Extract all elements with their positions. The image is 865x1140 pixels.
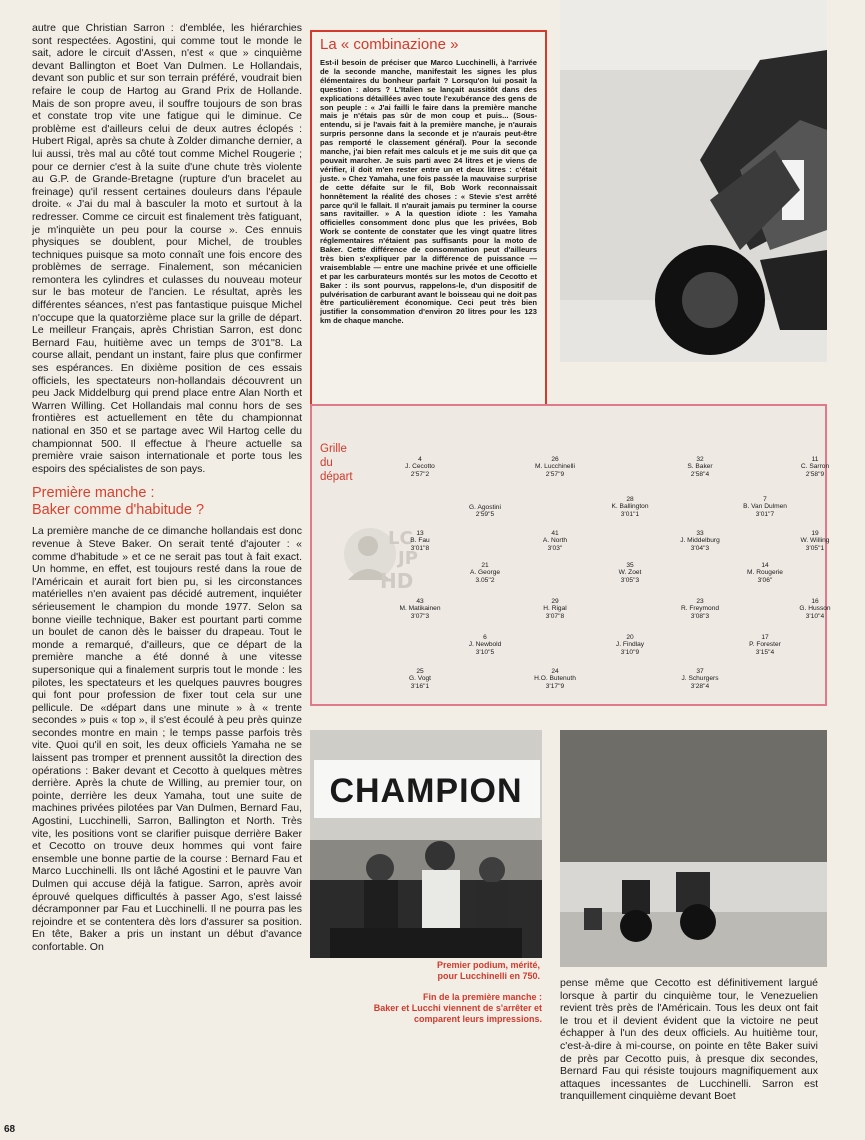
grid-driver-name: G. Husson [799, 605, 831, 613]
grid-driver-num: 16 [811, 598, 819, 605]
grid-driver-time: 2'59''5 [475, 511, 495, 519]
section-heading-line2: Baker comme d'habitude ? [32, 502, 205, 519]
grid-driver [505, 668, 605, 690]
sidebar-box [310, 30, 547, 440]
grid-driver-time: 3'28''4 [690, 682, 710, 690]
grid-driver-name: J. Schurgers [681, 675, 719, 683]
grid-driver-time: 3'10''4 [805, 612, 825, 620]
grid-driver-name: P. Forester [749, 641, 781, 649]
article-column-right: pense même que Cecotto est définitivement largué lorsque à partir du cinquième tour, le Venezuelien revient très près de l'Américain. Tous les deux ont fait le trou et il devient évident que la victoire ne peut échapper à l'un des deux officiels. Au huitième tour, c'est-à-dire à mi-course, on pointe en tête Baker suivi de près par Cecotto puis, à presque dix secondes, Bernard Fau qui résiste toujours magnifiquement aux attaques incessantes de Lucchinelli. Sarron est tranquillement cinquième devant Boet [560, 977, 818, 1103]
svg-text:JP: JP [398, 548, 418, 569]
grid-title-line: départ [320, 471, 353, 483]
grid-driver-name: M. Matikainen [399, 605, 441, 613]
grid-driver [505, 530, 605, 552]
grid-driver-name: J. Middelburg [680, 537, 720, 545]
grid-driver [370, 456, 470, 478]
grid-driver-num: 7 [763, 496, 767, 503]
grid-driver [650, 456, 750, 478]
motorcycle-photo-art [560, 0, 827, 362]
grid-driver-name: J. Findlay [615, 641, 645, 649]
grid-driver [650, 598, 750, 620]
grid-driver [650, 530, 750, 552]
svg-text:LC: LC [388, 528, 413, 549]
grid-driver [505, 456, 605, 478]
grid-driver-num: 32 [696, 456, 704, 463]
article-column-left [32, 22, 302, 954]
grid-driver [505, 598, 605, 620]
grid-driver [435, 634, 535, 656]
grid-driver-name: S. Baker [687, 463, 713, 471]
grid-driver-time: 3'07''3 [410, 612, 430, 620]
grid-driver [580, 496, 680, 518]
grid-driver-name: H. Rigal [543, 605, 567, 613]
grid-driver-num: 43 [416, 598, 424, 605]
grid-driver-time: 3'01''8 [410, 544, 430, 552]
grid-driver-name: G. Agostini [469, 504, 501, 511]
grid-driver-time: 3'06'' [757, 576, 773, 584]
grid-driver-num: 17 [761, 634, 769, 641]
pit-crowd-photo [560, 730, 827, 967]
grid-driver-time: 3'05''3 [620, 576, 640, 584]
grid-title-line: du [320, 457, 333, 469]
grid-driver-time: 3'16''1 [410, 682, 430, 690]
grid-driver-num: 25 [416, 668, 424, 675]
grid-driver-name: M. Lucchinelli [535, 463, 575, 471]
article-intro-text: autre que Christian Sarron : d'emblée, les hiérarchies sont respectées. Agostini, qui comme tout le monde le sait, adore le circuit d'Assen, n'est « que » cinquième devant Ballington et Boet Van Dulmen. Le Hollandais, devant son public et sur son terrain préféré, voudrait bien refaire le coup de Hartog au Grand Prix de Hollande. Mais de son propre aveu, il souffre toujours de son bras et constate trop vite une fatigue qui le diminue. Ce problème est d'ailleurs celui de deux autres éclopés : Hubert Rigal, après sa chute à Zolder dimanche dernier, a lui aussi, très mal au côté tout comme Michel Rougerie ; pour ce dernier c'est à la suite d'une chute très violente au G.P. de Grande-Bretagne (rupture d'un bracelet au freinage) qu'il ressent certaines douleurs dans l'épaule droite. « J'ai du mal à basculer la moto et surtout à la redresser. Comme ce circuit est finalement très fatiguant, je m'inquiète un peu pour la course ». Ces ennuis physiques se doublent, pour Michel, de troubles techniques puisque sa moto connaît une fois encore des problèmes de serrage. Finalement, son mécanicien remontera les cylindres et culasses du nouveau moteur sur le bas moteur de l'ancien. Le résultat, après les différentes séances, n'est pas fantastique puisque Michel n'occupe que la quatorzième place sur la grille de départ. Le meilleur Français, après Christian Sarron, est donc Bernard Fau, huitième avec un temps de 3'01''8. La course allait, pendant un instant, faire plus que confirmer ses espérances. En dixième position de ces essais officiels, les spectateurs non-hollandais découvrent un peu Jack Middelburg qui prend place entre Alan North et Warren Willing. Cet Hollandais mal connu hors de ses frontières est actuellement en tête du championnat national en 350 et se partage avec Wil Hartog celle du championnat 500. Il effectue à l'heure actuelle sa première vraie saison internationale et porte tous les espoirs des spécialistes de son pays. [32, 22, 302, 475]
grid-driver-time: 2'58''4 [690, 470, 710, 478]
caption-line: comparent leurs impressions. [413, 1014, 542, 1024]
grid-driver-name: G. Vogt [409, 675, 431, 683]
article-body-text: La première manche de ce dimanche hollandais est donc revenue à Steve Baker. On serait tenté d'ajouter : « comme d'habitude » et ce ne serait pas tout à fait exact. Un homme, en effet, est toujours resté dans la roue de l'Américain et aurait fort bien pu, si les circonstances matérielles n'en avaient pas décidé autrement, inquiéter sérieusement le champion du monde 1977. Selon sa bonne vieille technique, Baker est pourtant parti comme un boulet de canon dès le baisser du drapeau. Tout le monde a remarqué, d'ailleurs, que ce départ de la première manche a été donné à une vitesse supersonique qui a finalement surpris tout le monde : les pilotes, les spectateurs et les quelques pauvres bougres qui font pour profession de fixer tout cela sur une pellicule. De «départ dans une minute » à « trente secondes » puis « top », il s'est écoulé à peu près quinze secondes montre en main ; le temps passe parfois très vite. Quoi qu'il en soit, les deux officiels Yamaha ne se laissent pas tromper et prennent aussitôt la direction des opérations : Baker devant et Cecotto à quelques mètres derrière. Après la chute de Willing, au premier tour, on pointe, derrière les deux Yamaha, tout une suite de machines privées pilotées par Van Dulmen, Bernard Fau, Agostini, Lucchinelli, Sarron, Ballington et North. Très vite, les positions vont se clarifier puisque derrière Baker et Cecotto on trouve deux hommes qui vont faire ensemble une bonne partie de la course : Bernard Fau et Marco Lucchinelli. Ils ont lâché Agostini et le pauvre Van Dulmen qui accuse déjà la fatigue. Sarron, après avoir éprouvé quelques difficultés à passer Ago, s'est laissé décramponner par Fau et Lucchinelli. Il ne pourra pas les rejoindre et se contentera dès lors d'assurer sa position. En tête, Baker a pris un instant un début d'avance confortable. On [32, 525, 302, 953]
grid-driver [715, 562, 815, 584]
caption-line: pour Lucchinelli en 750. [437, 971, 540, 981]
grid-driver-num: 20 [626, 634, 634, 641]
grid-driver-name: K. Ballington [611, 503, 649, 511]
grid-driver [580, 562, 680, 584]
grid-driver-time: 2'57''9 [545, 470, 565, 478]
page-number: 68 [4, 1124, 16, 1135]
grid-driver-time: 2'58''9 [805, 470, 825, 478]
grid-driver-time: 3'01''7 [755, 510, 775, 518]
grid-driver-name: W. Willing [800, 537, 830, 545]
grid-driver [580, 634, 680, 656]
grid-driver-num: 26 [551, 456, 559, 463]
grid-driver-time: 3'17''9 [545, 682, 565, 690]
grid-driver-num: 14 [761, 562, 769, 569]
grid-driver-name: R. Freymond [680, 605, 720, 613]
sidebar-title: La « combinazione » [320, 36, 459, 53]
grid-driver-time: 3'10''5 [475, 648, 495, 656]
svg-text:HD: HD [380, 569, 414, 593]
caption-line: Baker et Lucchi viennent de s'arrêter et [373, 1003, 542, 1013]
grid-driver-time: 3'04''3 [690, 544, 710, 552]
grid-driver-num: 21 [481, 562, 489, 569]
grid-driver-num: 6 [483, 634, 487, 641]
podium-photo [310, 730, 542, 958]
grid-driver-name: M. Rougerie [747, 569, 783, 577]
grid-driver [650, 668, 750, 690]
grid-driver-time: 3'10''9 [620, 648, 640, 656]
section-heading-line1: Première manche : [32, 485, 155, 502]
grid-driver-time: 3'05''1 [805, 544, 825, 552]
grid-driver-num: 33 [696, 530, 704, 537]
grid-driver-num: 37 [696, 668, 704, 675]
grid-driver-name: J. Newbold [468, 641, 502, 649]
caption-first-heat [312, 992, 542, 1025]
grid-driver-num: 19 [811, 530, 819, 537]
grid-driver-num: 35 [626, 562, 634, 569]
grid-driver-time: 3'07''8 [545, 612, 565, 620]
grid-driver-time: 3'08''3 [690, 612, 710, 620]
grid-driver-name: W. Zoet [618, 569, 642, 577]
grid-driver [715, 496, 815, 518]
pit-crowd-photo-art [560, 730, 827, 967]
grid-driver-num: 4 [418, 456, 422, 463]
sidebar-text: Est-il besoin de préciser que Marco Lucchinelli, à l'arrivée de la seconde manche, manifestait les signes les plus élémentaires du bonheur parfait ? Lorsqu'on lui posait la question : alors ? L'Italien se lançait aussitôt dans des explications détaillées avec toute l'exubérance des gens de son peuple : « J'ai failli le faire dans la première manche mais je n'étais pas sûr de mon coup et puis... (Sous-entendu, si je l'avais fait à la première manche, je n'aurais surpris personne dans la seconde et je n'aurais peut-être pas remporté le classement général). Pour la seconde manche, j'ai bien refait mes calculs et je me suis dit que ça pouvait marcher. Je suis parti avec 24 litres et je viens de vérifier, il doit m'en rester entre un et deux litres : c'était juste. » Chez Yamaha, une fois passée la mauvaise surprise de cette défaite sur le fil, Bob Work reconnaissait honnêtement la réalité des choses : « Stevie s'est arrêté parce qu'il le fallait. Il n'aurait jamais pu terminer la course sans ravitailler. » A la question idiote : les Yamaha officielles consomment donc plus que les privées, Bob Work se contente de constater que les vingt quatre litres réglementaires n'étaient pas suffisants pour la moto de Baker. Cette différence de consommation peut d'ailleurs très bien s'expliquer par la différence de puissance — vraisemblable — entre une machine privée et une officielle et par les carburateurs montés sur les motos de Cecotto et Baker : ils sont pourvus, rappelons-le, d'un dispositif de pulvérisation de carburant avant le boisseau qui ne doit pas être particulièrement économique. Ceci peut très bien justifier la consommation d'environ 20 litres pour les 123 km de chaque manche. [320, 58, 537, 326]
caption-line: Premier podium, mérité, [436, 960, 540, 970]
grid-driver-time: 3.05''2 [475, 576, 495, 584]
grid-driver-num: 29 [551, 598, 559, 605]
grid-driver-name: H.O. Butenuth [534, 675, 576, 683]
starting-grid [310, 404, 831, 706]
grid-driver-num: 23 [696, 598, 704, 605]
grid-driver [765, 456, 865, 478]
grid-driver-num: 41 [551, 530, 559, 537]
grid-driver [370, 598, 470, 620]
grid-driver-num: 28 [626, 496, 634, 503]
grid-driver-time: 2'57''2 [410, 470, 430, 478]
caption-podium [330, 960, 540, 982]
section-heading [32, 485, 302, 519]
grid-driver-name: A. George [469, 569, 501, 577]
grid-driver-name: B. Van Dulmen [743, 503, 787, 511]
grid-driver [765, 598, 865, 620]
grid-driver [765, 530, 865, 552]
grid-driver-time: 3'03'' [547, 544, 563, 552]
grid-driver [370, 530, 470, 552]
grid-driver [715, 634, 815, 656]
grid-driver [435, 504, 535, 519]
grid-driver-num: 11 [811, 456, 819, 463]
champion-banner: CHAMPION [329, 772, 523, 810]
grid-driver-num: 13 [416, 530, 424, 537]
motorcycle-photo [560, 0, 827, 362]
grid-driver-num: 24 [551, 668, 559, 675]
grid-driver-name: A. North [542, 537, 568, 545]
watermark-logo [340, 514, 436, 594]
caption-line: Fin de la première manche : [422, 992, 542, 1002]
grid-title-line: Grille [320, 443, 347, 455]
grid-driver-time: 3'01''1 [620, 510, 640, 518]
grid-driver-time: 3'15''4 [755, 648, 775, 656]
grid-driver [435, 562, 535, 584]
grid-driver-name: C. Sarron [800, 463, 830, 471]
grid-title [320, 442, 353, 484]
grid-driver-name: B. Fau [410, 537, 430, 545]
grid-driver [370, 668, 470, 690]
podium-photo-art [310, 730, 542, 958]
grid-driver-name: J. Cecotto [405, 463, 435, 471]
